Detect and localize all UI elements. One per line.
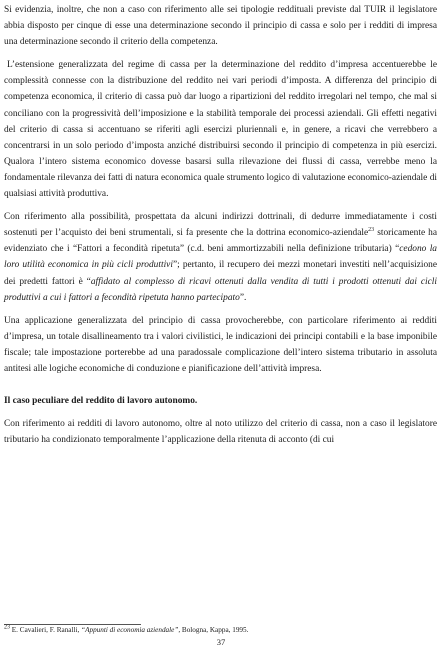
- paragraph-text: ”.: [239, 292, 247, 303]
- body-text: [4, 2, 437, 448]
- paragraph-instrumental-goods: [4, 209, 437, 306]
- section-heading: Il caso peculiare del reddito di lavoro autonomo.: [4, 396, 198, 407]
- paragraph-text: ”; pertanto, il recupero dei mezzi monetari investiti nell’acquisizione dei predetti fattori è “: [4, 260, 437, 287]
- italic-quote: cedono la loro utilità economica in più cicli produttivi: [4, 244, 437, 271]
- paragraph-self-employment: Con riferimento ai redditi di lavoro autonomo, oltre al noto utilizzo del criterio di cassa, non a caso il legislatore tributario ha condizionato temporalmente l’applicazione della ritenuta di acconto (di cui: [4, 419, 437, 446]
- footnote-title: “Appunti di economia aziendale”: [81, 626, 179, 634]
- paragraph-generalized-cash-principle: Una applicazione generalizzata del principio di cassa provocherebbe, con particolare riferimento ai redditi d’impresa, un totale disallineamento tra i valori civilistici, le indicazioni dei principi contabili e la base imponibile fiscale; tale impostazione porterebbe ad una paradossale complicazione dell’intero sistema tributario in assoluta antitesi alle logiche economiche di conduzione e pianificazione dell’attività impresa.: [4, 315, 437, 374]
- footnote-number: 23: [4, 624, 10, 631]
- paragraph-cash-regime-extension: L’estensione generalizzata del regime di cassa per la determinazione del reddito d’impresa accentuerebbe le complessità connesse con la distribuzione del reddito nei vari periodi d’imposta. A differenza del principio di competenza economica, il criterio di cassa può dar luogo a ripartizioni del reddito irregolari nel tempo, che mal si conciliano con la progressività dell’imposizione e la stabilità temporale dei processi aziendali. Gli effetti negativi del criterio di cassa si accentuano se riferiti agli esercizi pluriennali e, in genere, a ricavi che verrebbero a concentrarsi in un solo periodo d’imposta anziché distribuirsi secondo il principio di competenza in più esercizi. Qualora l’intero sistema economico dovesse basarsi sulla rilevazione dei flussi di cassa, verrebbe meno la fondamentale rilevanza dei fatti di natura economica quale strumento logico di valutazione economico-aziendale di qualsiasi attività produttiva.: [4, 60, 437, 200]
- page-number: 37: [216, 637, 226, 647]
- footnote: [4, 625, 437, 636]
- paragraph-text: Con riferimento alla possibilità, prospettata da alcuni indirizzi dottrinali, di dedurre immediatamente i costi sostenuti per l’acquisto dei beni strumentali, si fa presente che la dottrina economico-aziendale: [4, 212, 437, 239]
- footnote-reference: 23: [368, 227, 375, 234]
- paragraph-tuir-categories: Si evidenzia, inoltre, che non a caso con riferimento alle sei tipologie reddituali previste dal TUIR il legislatore abbia disposto per cinque di esse una determinazione secondo il principio di cassa e solo per i redditi di impresa una determinazione secondo il criterio della competenza.: [4, 5, 437, 48]
- footnote-publisher: , Bologna, Kappa, 1995.: [178, 626, 249, 634]
- paragraph-text: storicamente ha evidenziato che i “Fattori a fecondità ripetuta” (c.d. beni ammortizzabili nella definizione tributaria) “: [4, 228, 437, 255]
- italic-quote: affidato al complesso di ricavi ottenuti dalla vendita di tutti i prodotti ottenuti dai cicli produttivi a cui i fattori a fecondità ripetuta hanno partecipato: [4, 276, 437, 303]
- footnote-author: E. Cavalieri, F. Ranalli,: [10, 626, 82, 634]
